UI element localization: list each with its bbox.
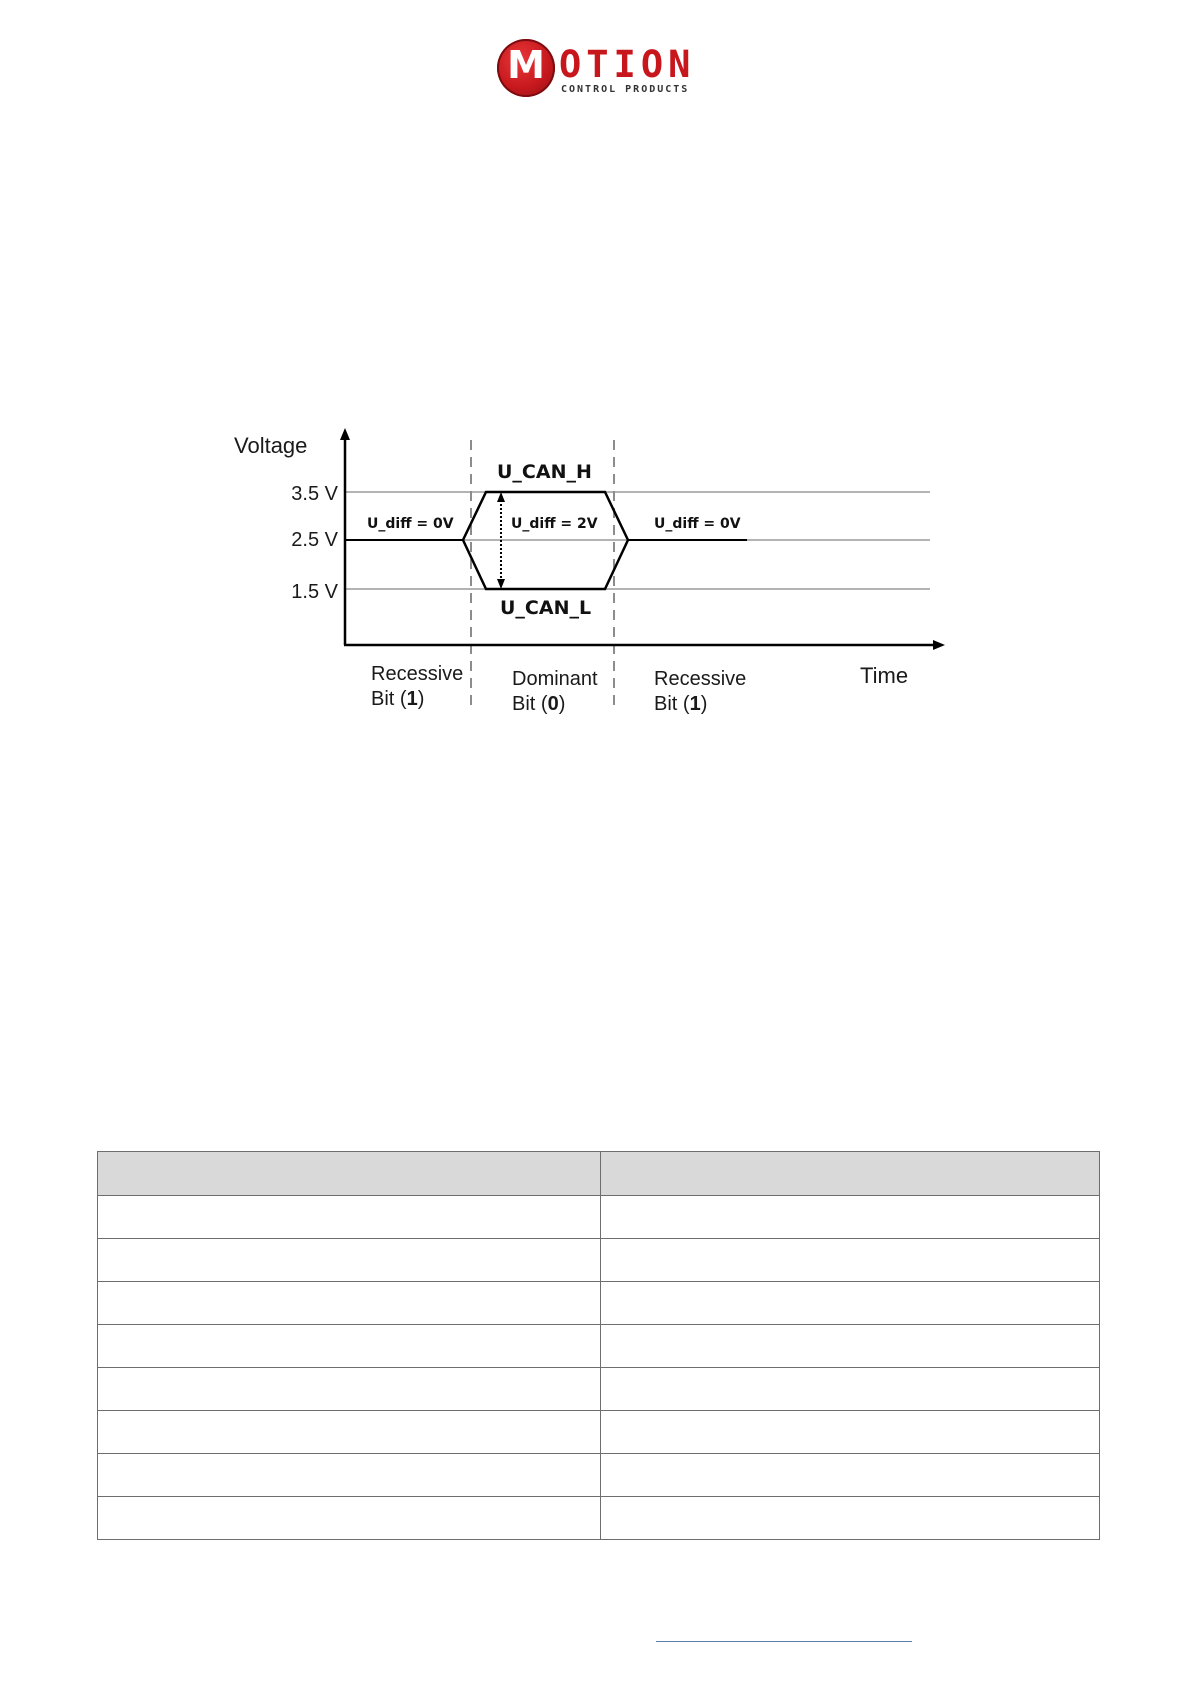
table-cell bbox=[98, 1196, 601, 1239]
logo-wordmark: OTION bbox=[559, 43, 696, 86]
table-cell bbox=[601, 1325, 1100, 1368]
table-cell bbox=[601, 1282, 1100, 1325]
y-axis-arrow bbox=[340, 428, 350, 440]
can-high-label: U_CAN_H bbox=[497, 461, 592, 483]
udiff-label-dominant: U_diff = 2V bbox=[511, 516, 598, 532]
table-cell bbox=[98, 1497, 601, 1540]
logo-tagline: CONTROL PRODUCTS bbox=[561, 84, 690, 95]
table-row bbox=[98, 1368, 1100, 1411]
table-row bbox=[98, 1497, 1100, 1540]
table-header-row bbox=[98, 1152, 1100, 1196]
table-cell bbox=[98, 1325, 601, 1368]
table-header-cell bbox=[601, 1152, 1100, 1196]
table-row bbox=[98, 1454, 1100, 1497]
footer-link-underline[interactable] bbox=[656, 1641, 912, 1642]
udiff-arrow-up bbox=[497, 492, 505, 502]
table-row bbox=[98, 1411, 1100, 1454]
bit-value-recessive-left: Bit (1) bbox=[371, 688, 425, 710]
level-label-3-5v: 3.5 V bbox=[291, 483, 338, 505]
y-axis-label: Voltage bbox=[234, 433, 308, 458]
udiff-arrow-down bbox=[497, 579, 505, 589]
bit-name-recessive-left: Recessive bbox=[371, 663, 464, 685]
table-cell bbox=[601, 1497, 1100, 1540]
x-axis-arrow bbox=[933, 640, 945, 650]
table-cell bbox=[601, 1368, 1100, 1411]
table-cell bbox=[98, 1282, 601, 1325]
level-label-1-5v: 1.5 V bbox=[291, 581, 338, 603]
bit-name-dominant: Dominant bbox=[512, 668, 598, 690]
table-cell bbox=[601, 1411, 1100, 1454]
table-cell bbox=[601, 1196, 1100, 1239]
table-row bbox=[98, 1196, 1100, 1239]
table-cell bbox=[98, 1411, 601, 1454]
table-cell bbox=[98, 1368, 601, 1411]
table-row bbox=[98, 1282, 1100, 1325]
x-axis-label: Time bbox=[860, 663, 909, 688]
data-table bbox=[97, 1151, 1100, 1540]
can-low-signal bbox=[463, 540, 628, 589]
bit-name-recessive-right: Recessive bbox=[654, 668, 747, 690]
table-cell bbox=[601, 1239, 1100, 1282]
bit-value-dominant: Bit (0) bbox=[512, 693, 566, 715]
table-header-cell bbox=[98, 1152, 601, 1196]
level-label-2-5v: 2.5 V bbox=[291, 529, 338, 551]
table-cell bbox=[98, 1454, 601, 1497]
logo-badge-letter: M bbox=[507, 43, 545, 87]
can-low-label: U_CAN_L bbox=[500, 597, 592, 619]
udiff-label-recessive-left: U_diff = 0V bbox=[367, 516, 454, 532]
can-bus-voltage-diagram bbox=[0, 0, 1191, 760]
table-row bbox=[98, 1239, 1100, 1282]
bit-value-recessive-right: Bit (1) bbox=[654, 693, 708, 715]
table-row bbox=[98, 1325, 1100, 1368]
table-cell bbox=[601, 1454, 1100, 1497]
udiff-label-recessive-right: U_diff = 0V bbox=[654, 516, 741, 532]
table-cell bbox=[98, 1239, 601, 1282]
